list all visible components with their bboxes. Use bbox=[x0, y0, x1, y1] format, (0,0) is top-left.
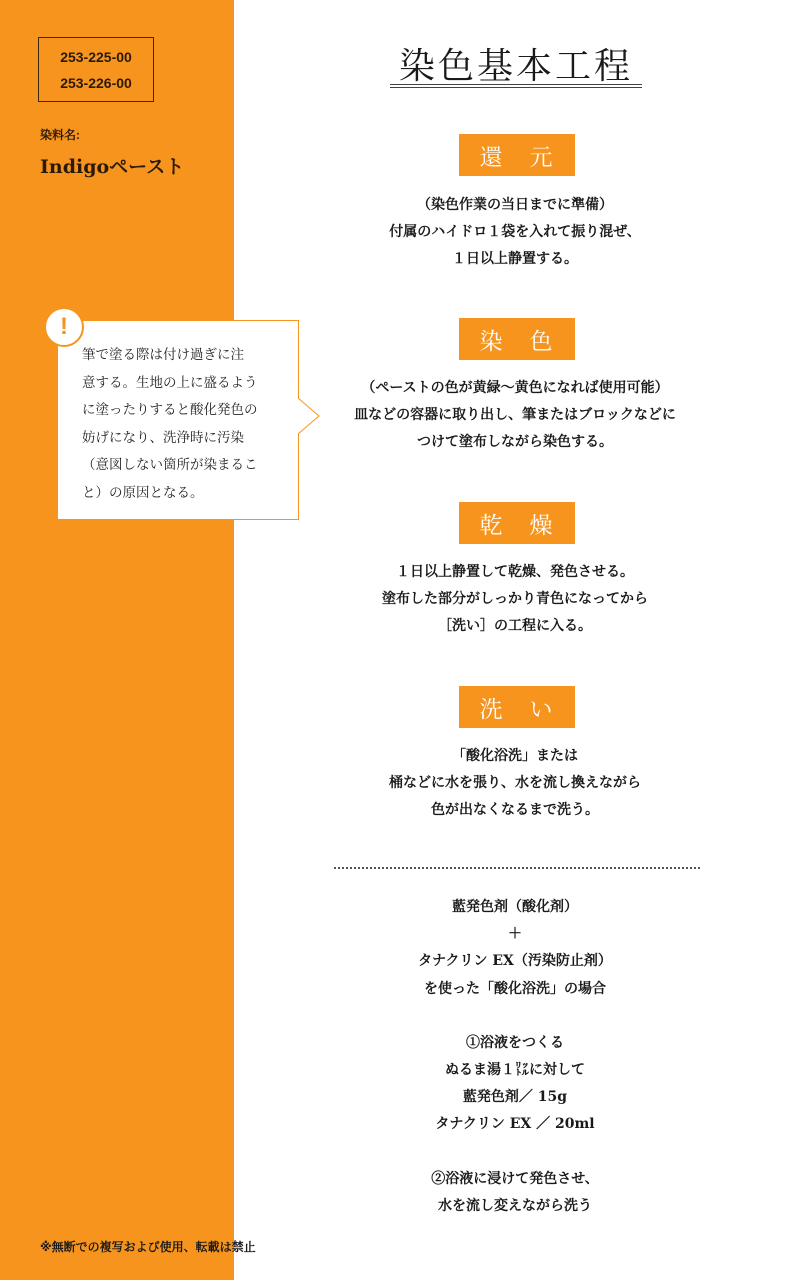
instruction-line bbox=[320, 1139, 710, 1166]
step-line: 塗布した部分がしっかり青色になってから bbox=[382, 591, 648, 607]
note-line: 筆で塗る際は付け過ぎに注 bbox=[82, 347, 244, 363]
left-panel bbox=[0, 0, 234, 1280]
product-code-box bbox=[38, 37, 154, 102]
instruction-line: タナクリン EX ／ 20ml bbox=[435, 1116, 595, 1133]
instruction-line: ②浴液に浸けて発色させ、 bbox=[431, 1170, 599, 1187]
step-label-washing: 洗 い bbox=[459, 686, 575, 728]
instruction-line: ①浴液をつくる bbox=[466, 1034, 564, 1051]
step-line: 色が出なくなるまで洗う。 bbox=[431, 802, 599, 818]
step-label-reduction: 還 元 bbox=[459, 134, 575, 176]
step-line: 桶などに水を張り、水を流し換えながら bbox=[389, 775, 641, 791]
title-underline bbox=[390, 84, 642, 88]
note-line: （意図しない箇所が染まるこ bbox=[82, 457, 258, 473]
step-description-dyeing bbox=[320, 375, 710, 456]
page-title: 染色基本工程 bbox=[398, 46, 633, 87]
step-line: （ペーストの色が黄緑～黄色になれば使用可能） bbox=[361, 380, 669, 396]
step-description-washing bbox=[320, 743, 710, 824]
instruction-line: ＋ bbox=[508, 926, 522, 943]
callout-pointer bbox=[298, 398, 320, 434]
step-line: ［洗い］の工程に入る。 bbox=[438, 618, 592, 634]
instruction-line: 藍発色剤／ 15g bbox=[462, 1089, 568, 1106]
step-line: （染色作業の当日までに準備） bbox=[417, 197, 613, 213]
step-label-drying: 乾 燥 bbox=[459, 502, 575, 544]
step-label-dyeing: 染 色 bbox=[459, 318, 575, 360]
instruction-line: 水を流し変えながら洗う bbox=[438, 1197, 592, 1214]
exclamation-icon: ! bbox=[44, 307, 84, 347]
note-line: に塗ったりすると酸化発色の bbox=[82, 402, 258, 418]
dye-name: Indigoペースト bbox=[40, 156, 185, 178]
instruction-line: タナクリン EX（汚染防止剤） bbox=[418, 953, 612, 970]
instruction-line bbox=[320, 1003, 710, 1030]
product-code: 253-226-00 bbox=[60, 74, 132, 91]
note-text bbox=[82, 342, 282, 507]
dotted-divider bbox=[334, 867, 700, 869]
instruction-line: ぬるま湯１㍑に対して bbox=[445, 1062, 585, 1079]
note-line: 意する。生地の上に盛るよう bbox=[82, 374, 258, 391]
step-description-reduction bbox=[320, 192, 710, 273]
step-line: 付属のハイドロ１袋を入れて振り混ぜ、 bbox=[389, 224, 641, 240]
copyright-notice: ※無断での複写および使用、転載は禁止 bbox=[40, 1240, 256, 1254]
instruction-line: を使った「酸化浴洗」の場合 bbox=[424, 980, 606, 997]
step-line: １日以上静置する。 bbox=[452, 251, 578, 267]
dye-label: 染料名: bbox=[40, 128, 80, 142]
product-code: 253-225-00 bbox=[60, 48, 132, 65]
step-line: つけて塗布しながら染色する。 bbox=[417, 434, 613, 450]
instruction-line: 藍発色剤（酸化剤） bbox=[452, 899, 578, 915]
note-line: 妨げになり、洗浄時に汚染 bbox=[82, 429, 244, 446]
step-line: 皿などの容器に取り出し、筆またはブロックなどに bbox=[354, 407, 676, 423]
oxidation-wash-instructions bbox=[320, 894, 710, 1220]
step-description-drying bbox=[320, 559, 710, 640]
step-line: １日以上静置して乾燥、発色させる。 bbox=[396, 564, 634, 580]
note-line: と）の原因となる。 bbox=[82, 484, 204, 501]
step-line: 「酸化浴洗」または bbox=[452, 748, 578, 764]
